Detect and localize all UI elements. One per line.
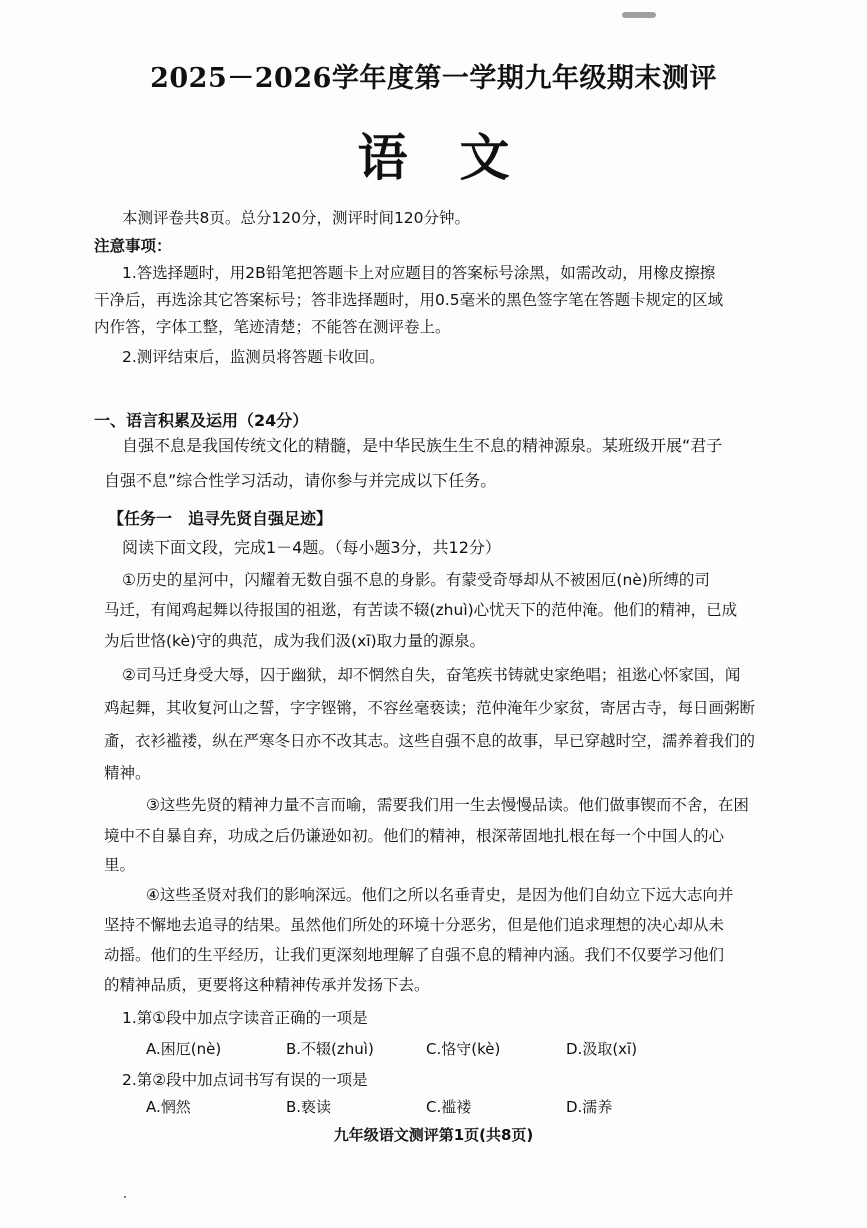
page-footer: 九年级语文测评第1页(共8页) <box>333 1126 534 1144</box>
para2-line1: ②司马迁身受大辱，囚于幽狱，却不惘然自失，奋笔疾书铸就史家绝唱；祖逖心怀家国，闻 <box>122 666 741 684</box>
para3-line3: 里。 <box>104 856 136 874</box>
scan-dot <box>124 1196 126 1198</box>
para3-line2: 境中不自暴自弃，功成之后仍谦逊如初。他们的精神，根深蒂固地扎根在每一个中国人的心 <box>104 827 725 845</box>
task1-title: 【任务一 追寻先贤自强足迹】 <box>108 509 333 528</box>
q1-option-b[interactable]: B.不辍(zhuì) <box>286 1040 374 1058</box>
para3-line1: ③这些先贤的精神力量不言而喻，需要我们用一生去慢慢品读。他们做事锲而不舍，在困 <box>146 796 749 814</box>
exam-title: 2025－2026学年度第一学期九年级期末测评 <box>150 63 717 94</box>
q1-stem: 1.第①段中加点字读音正确的一项是 <box>122 1009 368 1027</box>
notice-title: 注意事项： <box>94 237 172 255</box>
notice-item2: 2.测评结束后，监测员将答题卡收回。 <box>122 348 385 366</box>
notice-item1-line3: 内作答，字体工整，笔迹清楚；不能答在测评卷上。 <box>94 318 451 336</box>
q2-option-a[interactable]: A.惘然 <box>146 1098 191 1116</box>
section1-intro-line1: 自强不息是我国传统文化的精髓，是中华民族生生不息的精神源泉。某班级开展“君子 <box>122 436 723 455</box>
section1-title: 一、语言积累及运用（24分） <box>94 411 309 430</box>
task1-instruction: 阅读下面文段，完成1－4题。（每小题3分，共12分） <box>122 538 501 557</box>
q1-option-d[interactable]: D.汲取(xī) <box>566 1040 638 1058</box>
q1-option-c[interactable]: C.恪守(kè) <box>426 1040 501 1058</box>
para4-line4: 的精神品质，更要将这种精神传承并发扬下去。 <box>104 976 430 994</box>
para1-line2: 马迁，有闻鸡起舞以待报国的祖逖，有苦读不辍(zhuì)心忧天下的范仲淹。他们的精神，已成 <box>104 601 738 619</box>
subject-title: 语文 <box>357 128 562 187</box>
q1-option-a[interactable]: A.困厄(nè) <box>146 1040 222 1058</box>
q2-options <box>146 1096 706 1117</box>
para2-line2: 鸡起舞，其收复河山之誓，字字铿锵，不容丝毫亵读；范仲淹年少家贫，寄居古寺，每日画粥断 <box>104 699 756 717</box>
q2-option-b[interactable]: B.亵读 <box>286 1098 332 1116</box>
para4-line2: 坚持不懈地去追寻的结果。虽然他们所处的环境十分恶劣，但是他们追求理想的决心却从未 <box>104 916 725 934</box>
para4-line1: ④这些圣贤对我们的影响深远。他们之所以名垂青史，是因为他们自幼立下远大志向并 <box>146 886 734 904</box>
notice-item1-line1: 1.答选择题时，用2B铅笔把答题卡上对应题目的答案标号涂黑，如需改动，用橡皮擦擦 <box>122 264 716 282</box>
para4-line3: 动摇。他们的生平经历，让我们更深刻地理解了自强不息的精神内涵。我们不仅要学习他们 <box>104 946 725 964</box>
para2-line4: 精神。 <box>104 764 151 782</box>
intro-text: 本测评卷共8页。总分120分，测评时间120分钟。 <box>122 209 471 227</box>
q1-options <box>146 1038 706 1059</box>
para2-line3: 齑，衣衫褴褛，纵在严寒冬日亦不改其志。这些自强不息的故事，早已穿越时空，濡养着我们的 <box>104 732 756 750</box>
scan-smudge <box>622 12 656 18</box>
notice-item1-line2: 干净后，再选涂其它答案标号；答非选择题时，用0.5毫米的黑色签字笔在答题卡规定的区域 <box>94 291 724 309</box>
q2-stem: 2.第②段中加点词书写有误的一项是 <box>122 1071 368 1089</box>
section1-intro-line2: 自强不息”综合性学习活动，请你参与并完成以下任务。 <box>104 471 497 490</box>
q2-option-c[interactable]: C.褴褛 <box>426 1098 472 1116</box>
q2-option-d[interactable]: D.濡养 <box>566 1098 613 1116</box>
para1-line3: 为后世恪(kè)守的典范，成为我们汲(xī)取力量的源泉。 <box>104 632 486 650</box>
para1-line1: ①历史的星河中，闪耀着无数自强不息的身影。有蒙受奇辱却从不被困厄(nè)所缚的司 <box>122 571 710 589</box>
